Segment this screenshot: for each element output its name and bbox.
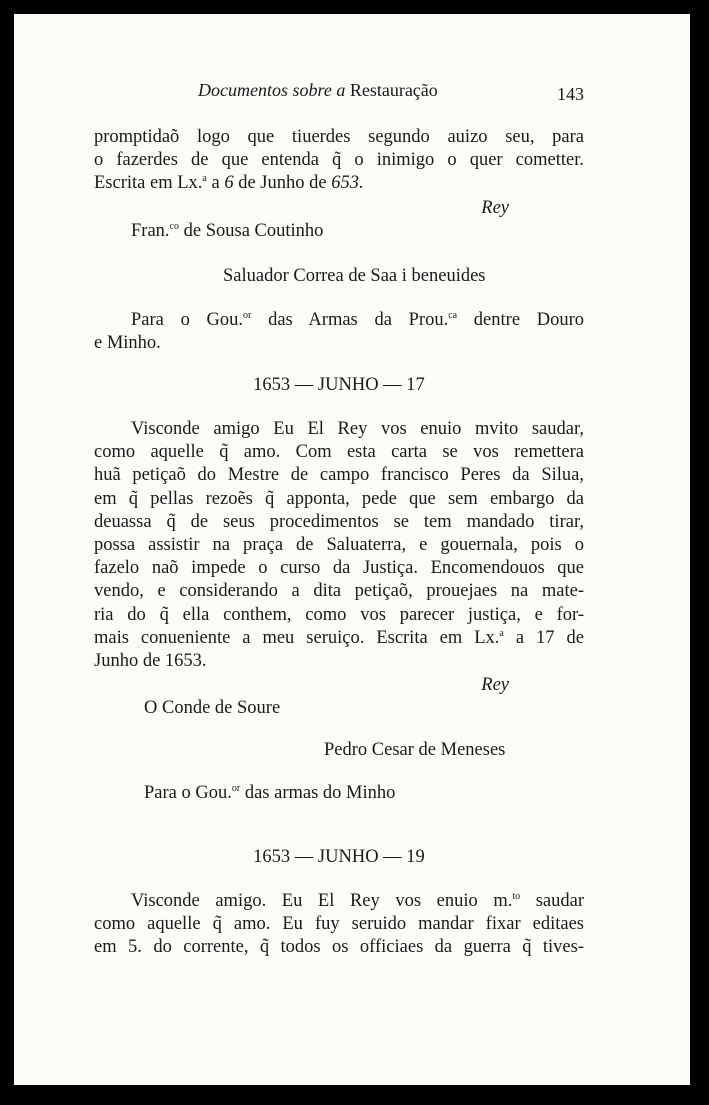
text-line: em q̃ pellas rezoẽs q̃ apponta, pede que sem embargo da bbox=[94, 488, 584, 509]
secretary-name: Saluador Correa de Saa i beneuides bbox=[223, 266, 486, 286]
date-heading-1 bbox=[94, 374, 584, 397]
text-line: Visconde amigo Eu El Rey vos enuio mvito saudar, bbox=[131, 419, 584, 439]
secretary-line-1 bbox=[94, 265, 584, 288]
text-line: fazelo naõ impede o curso da Justiça. Encomendouos que bbox=[94, 558, 584, 579]
text-line: Para o Gou.$^{or}$ das armas do Minho bbox=[144, 783, 396, 803]
text-line: promptidaõ logo que tiuerdes segundo auizo seu, para bbox=[94, 127, 584, 147]
signatory: O Conde de Soure bbox=[144, 698, 281, 718]
text-line: Para o Gou.$^{or}$ das Armas da Prou.$^{ca}$ dentre Douro bbox=[131, 310, 585, 330]
text-line: como aquelle q̃ amo. Eu fuy seruido mandar fixar editaes bbox=[94, 914, 584, 935]
text-line: huã petiçaõ do Mestre de campo francisco Peres da Silua, bbox=[94, 465, 584, 486]
signature-block-2 bbox=[94, 673, 584, 720]
running-title-roman: Restauração bbox=[349, 80, 438, 100]
paragraph-1 bbox=[94, 126, 584, 196]
text-line: vendo, e considerando a dita petiçaõ, prouejaes na mate- bbox=[94, 581, 584, 602]
signatory: Fran.$^{co}$ de Sousa Coutinho bbox=[131, 221, 324, 241]
signature-rey: Rey bbox=[481, 675, 509, 695]
text-line: mais conueniente a meu seruiço. Escrita em Lx.$^a$ a 17 de bbox=[94, 627, 584, 648]
page-number: 143 bbox=[557, 84, 584, 104]
document-page bbox=[14, 14, 690, 1085]
date-heading-2 bbox=[94, 846, 584, 869]
address-1 bbox=[94, 309, 584, 355]
secretary-line-2 bbox=[94, 739, 584, 762]
text-line: possa assistir na praça de Saluaterra, e gouernala, pois o bbox=[94, 535, 584, 556]
secretary-name: Pedro Cesar de Meneses bbox=[324, 740, 506, 760]
date-heading: 1653 — JUNHO — 19 bbox=[253, 847, 425, 867]
running-title-italic: Documentos sobre a bbox=[198, 80, 346, 100]
text-line: como aquelle q̃ amo. Com esta carta se vos remettera bbox=[94, 442, 584, 463]
date-heading: 1653 — JUNHO — 17 bbox=[253, 375, 425, 395]
text-line: ria do q̃ ella conthem, como vos parecer justiça, e for- bbox=[94, 604, 584, 625]
running-header bbox=[94, 80, 584, 110]
text-line: Visconde amigo. Eu El Rey vos enuio m.$^{to}$ saudar bbox=[131, 891, 584, 911]
text-line: deuassa q̃ de seus procedimentos se tem mandado tirar, bbox=[94, 511, 584, 532]
signature-rey: Rey bbox=[481, 198, 509, 218]
text-line: e Minho. bbox=[94, 333, 161, 354]
text-line: em 5. do corrente, q̃ todos os officiaes da guerra q̃ tives- bbox=[94, 937, 584, 958]
text-line: o fazerdes de que entenda q̃ o inimigo o quer cometter. bbox=[94, 150, 584, 171]
signature-block-1 bbox=[94, 196, 584, 243]
text-line: Escrita em Lx.$^a$ a 6 de Junho de 653. bbox=[94, 173, 364, 194]
paragraph-3 bbox=[94, 890, 584, 960]
text-line: Junho de 1653. bbox=[94, 651, 207, 672]
paragraph-2 bbox=[94, 418, 584, 673]
running-title bbox=[198, 80, 438, 101]
address-2 bbox=[94, 782, 584, 805]
